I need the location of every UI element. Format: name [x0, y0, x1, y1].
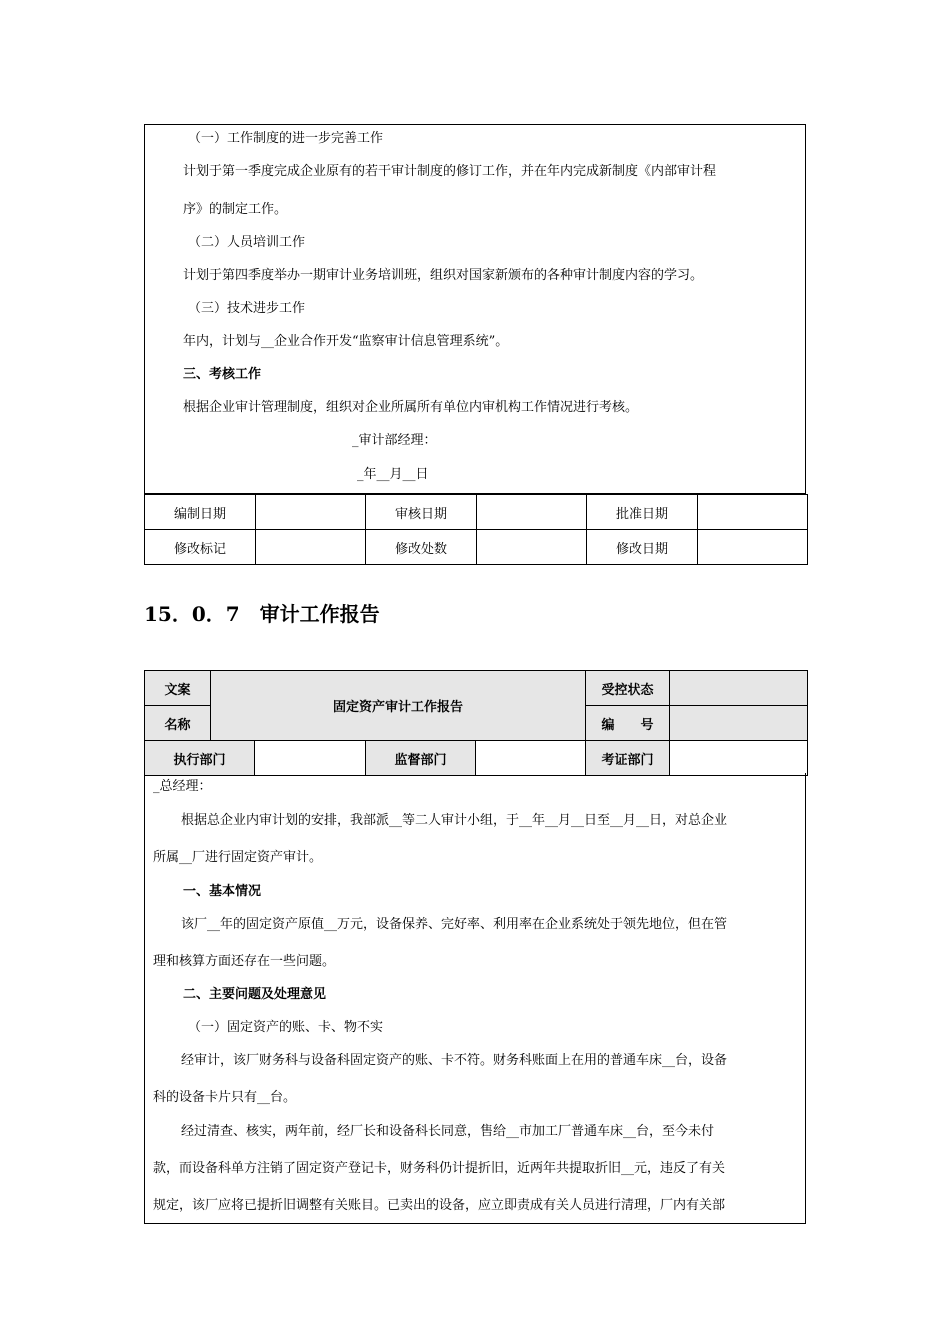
training-heading-3: （三）技术进步工作 [188, 301, 306, 316]
compile-date-label: 编制日期 [145, 495, 256, 530]
paragraph-line: 年内，计划与__企业合作开发“监察审计信息管理系统”。 [183, 334, 509, 349]
supervise-dept-label: 监督部门 [366, 741, 476, 776]
table-row [145, 671, 808, 706]
paragraph-line: 根据总企业内审计划的安排，我部派__等二人审计小组，于__年__月__日至__月__日，对总企业 [181, 813, 728, 828]
revision-count-value[interactable] [477, 530, 587, 565]
exec-dept-label: 执行部门 [145, 741, 255, 776]
salutation: _总经理： [153, 779, 212, 794]
paragraph-line: 规定，该厂应将已提折旧调整有关账目。已卖出的设备，应立即责成有关人员进行清理，厂内有关部 [153, 1198, 726, 1213]
table-row [145, 495, 808, 530]
supervise-dept-value[interactable] [476, 741, 586, 776]
signature-line: _审计部经理： [352, 433, 437, 448]
subheading: （一）固定资产的账、卡、物不实 [188, 1020, 384, 1035]
section-heading-assessment: 三、考核工作 [183, 367, 262, 382]
evidence-dept-value[interactable] [670, 741, 808, 776]
paragraph-line: 款，而设备科单方注销了固定资产登记卡，财务科仍计提折旧，近两年共提取折旧__元，违反了有关 [153, 1161, 726, 1176]
date-line: _年__月__日 [357, 467, 429, 482]
revision-date-value[interactable] [698, 530, 808, 565]
training-heading-2: （二）人员培训工作 [188, 235, 306, 250]
paragraph-line: 科的设备卡片只有__台。 [153, 1090, 297, 1105]
section-title: 15．0．7 审计工作报告 [144, 602, 380, 626]
plan-content-box [144, 124, 806, 494]
revision-table [144, 494, 808, 565]
compile-date-value[interactable] [256, 495, 366, 530]
number-label: 编 号 [586, 706, 670, 741]
paragraph-line: 经过清查、核实，两年前，经厂长和设备科长同意，售给__市加工厂普通车床__台，至今未付 [181, 1124, 715, 1139]
table-row [145, 530, 808, 565]
paragraph-line: 所属__厂进行固定资产审计。 [153, 850, 323, 865]
exec-dept-value[interactable] [255, 741, 366, 776]
control-status-label: 受控状态 [586, 671, 670, 706]
paragraph-line: 根据企业审计管理制度，组织对企业所属所有单位内审机构工作情况进行考核。 [183, 400, 639, 415]
paragraph-line: 该厂__年的固定资产原值__万元，设备保养、完好率、利用率在企业系统处于领先地位，但在管 [181, 917, 728, 932]
evidence-dept-label: 考证部门 [586, 741, 670, 776]
control-status-value[interactable] [670, 671, 808, 706]
doc-name-label-bottom: 名称 [145, 706, 211, 741]
table-row [145, 741, 808, 776]
paragraph-line: 计划于第一季度完成企业原有的若干审计制度的修订工作，并在年内完成新制度《内部审计程 [183, 164, 717, 179]
revision-mark-value[interactable] [256, 530, 366, 565]
report-header-table [144, 670, 808, 776]
section-heading-basic: 一、基本情况 [183, 884, 262, 899]
training-heading-1: （一）工作制度的进一步完善工作 [188, 131, 384, 146]
revision-mark-label: 修改标记 [145, 530, 256, 565]
number-value[interactable] [670, 706, 808, 741]
paragraph-line: 理和核算方面还存在一些问题。 [153, 954, 336, 969]
revision-count-label: 修改处数 [366, 530, 477, 565]
review-date-label: 审核日期 [366, 495, 477, 530]
revision-date-label: 修改日期 [587, 530, 698, 565]
approve-date-value[interactable] [698, 495, 808, 530]
review-date-value[interactable] [477, 495, 587, 530]
section-heading-issues: 二、主要问题及处理意见 [183, 987, 327, 1002]
doc-title: 固定资产审计工作报告 [211, 671, 586, 741]
paragraph-line: 计划于第四季度举办一期审计业务培训班，组织对国家新颁布的各种审计制度内容的学习。 [183, 268, 704, 283]
paragraph-line: 序》的制定工作。 [183, 202, 288, 217]
paragraph-line: 经审计，该厂财务科与设备科固定资产的账、卡不符。财务科账面上在用的普通车床__台，设备 [181, 1053, 728, 1068]
report-body-box [144, 773, 806, 1224]
doc-name-label-top: 文案 [145, 671, 211, 706]
approve-date-label: 批准日期 [587, 495, 698, 530]
